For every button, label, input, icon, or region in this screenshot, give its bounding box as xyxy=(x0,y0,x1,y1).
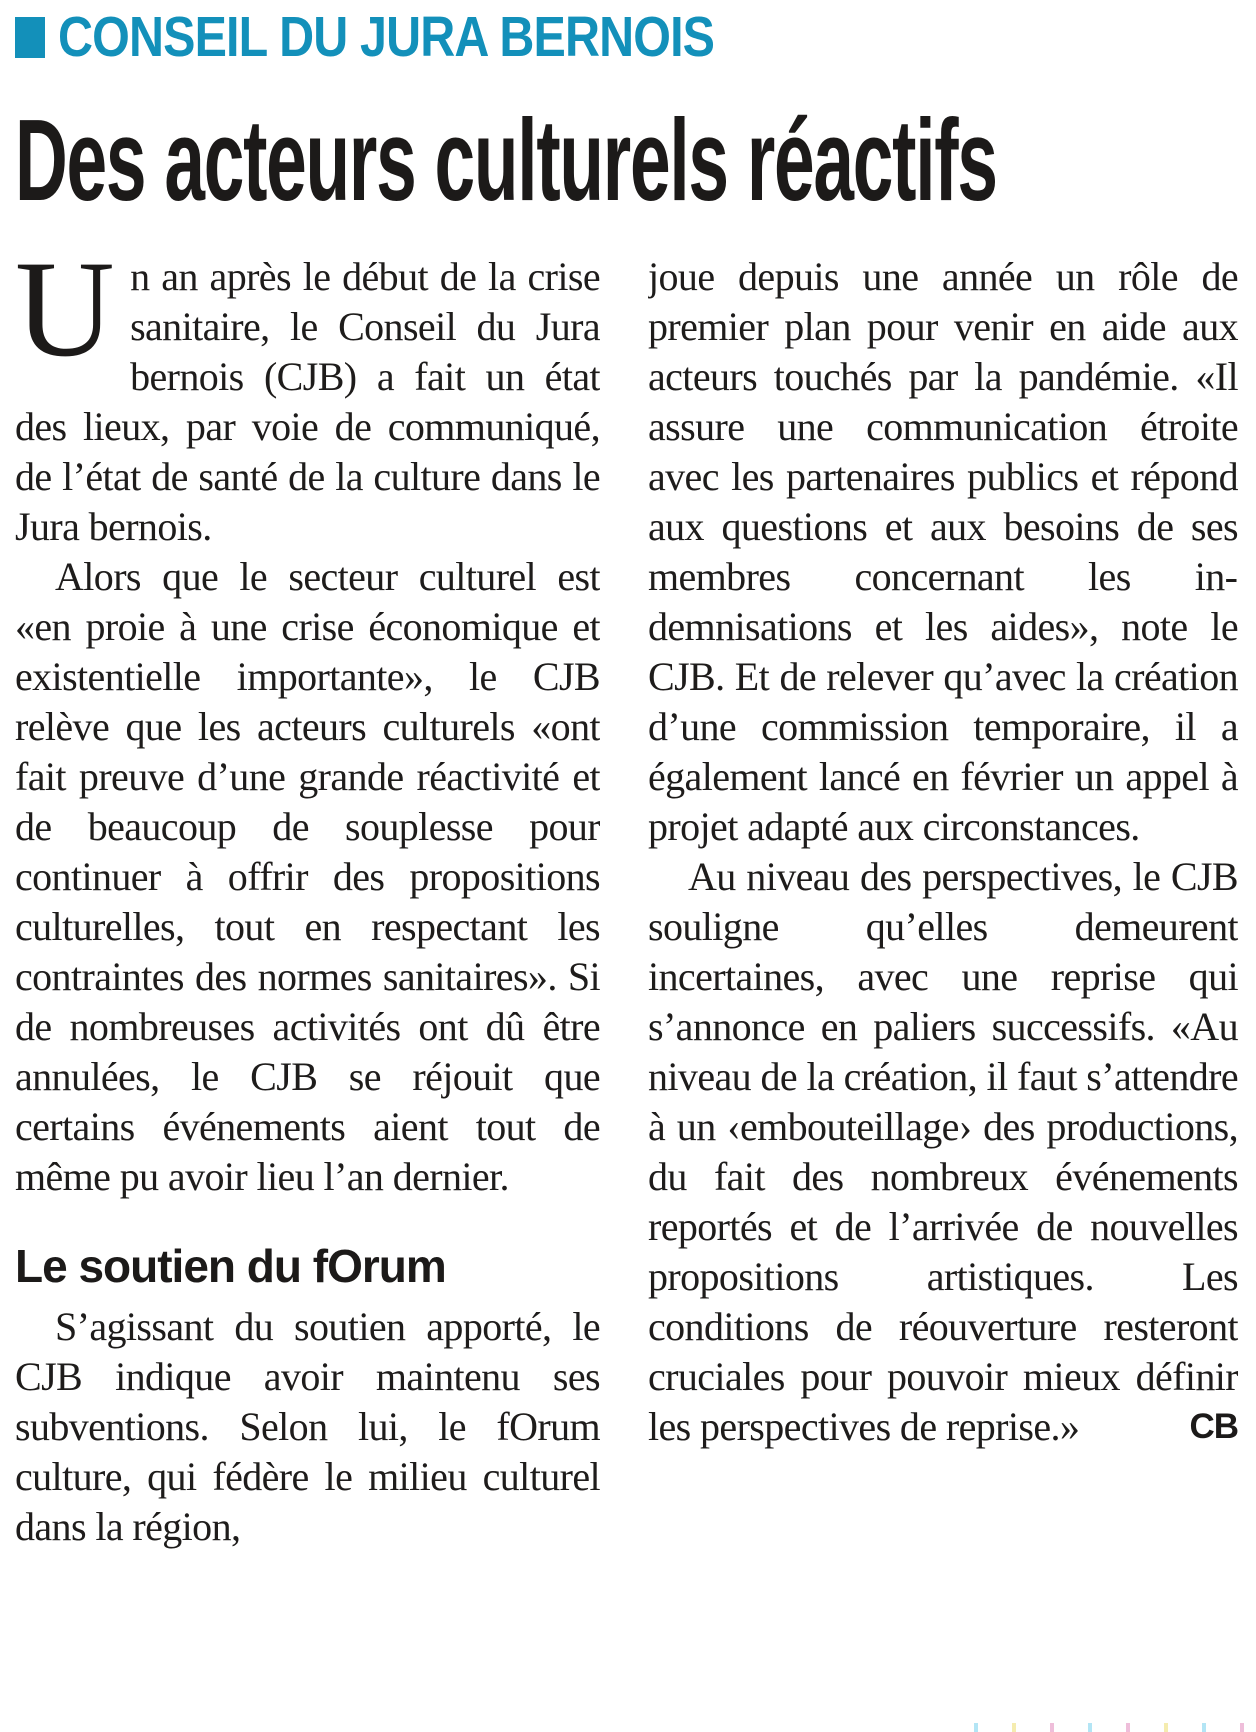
section-kicker-label: CONSEIL DU JURA BERNOIS xyxy=(58,5,715,69)
dropcap-letter: U xyxy=(15,252,115,385)
column-2 xyxy=(648,252,1238,1730)
subheading: Le soutien du fOrum xyxy=(15,1240,446,1292)
section-kicker xyxy=(15,5,830,69)
byline: CB xyxy=(1189,1407,1238,1446)
article-body xyxy=(15,252,1238,1730)
paragraph-lead xyxy=(15,252,600,552)
paragraph: S’agissant du soutien apporté, le CJB indique avoir maintenu ses subventions. Selon lui, le fOrum culture, qui fédère le milieu culturel dans la région, xyxy=(15,1304,600,1549)
paragraph-final xyxy=(648,852,1238,1452)
print-registration-marks-icon xyxy=(974,1723,1244,1732)
paragraph-lead-text: n an après le début de la crise sanitaire, le Conseil du Jura bernois (CJB) a fait un état des lieux, par voie de communiqué, de l’état de santé de la culture dans le Jura bernois. xyxy=(15,254,600,549)
column-1 xyxy=(15,252,600,1730)
article-headline: Des acteurs culturels réactifs xyxy=(15,95,997,225)
paragraph-final-text: Au niveau des perspectives, le CJB souligne qu’elles demeurent incertaines, avec une reprise qui s’annonce en paliers successifs. «Au niveau de la création, il faut s’attendre à un ‹embouteillage› des productions, du fait des nombreux événements reportés et de l’arrivée de nouvelles propositions artistiques. Les conditions de réouverture resteront cruciales pour pouvoir mieux définir les perspectives de reprise.» xyxy=(648,854,1238,1449)
paragraph: Alors que le secteur culturel est «en proie à une crise économique et existentielle importante», le CJB relève que les acteurs culturels «ont fait preuve d’une grande réactivité et de beaucoup de souplesse pour continuer à offrir des propositions culturelles, tout en respectant les contraintes des normes sanitaires». Si de nombreuses activités ont dû être annulées, le CJB se réjouit que certains événements aient tout de même pu avoir lieu l’an dernier. xyxy=(15,554,600,1199)
kicker-bullet-square-icon xyxy=(15,17,45,58)
paragraph-continuation: joue depuis une année un rôle de premier plan pour venir en aide aux acteurs touchés par la pandémie. «Il assure une communication étroite avec les partenaires publics et répond aux questions et aux besoins de ses membres concernant les indemnisations et les aides», note le CJB. Et de relever qu’avec la création d’une commission temporaire, il a également lancé en février un appel à projet adapté aux circonstances. xyxy=(648,254,1238,849)
